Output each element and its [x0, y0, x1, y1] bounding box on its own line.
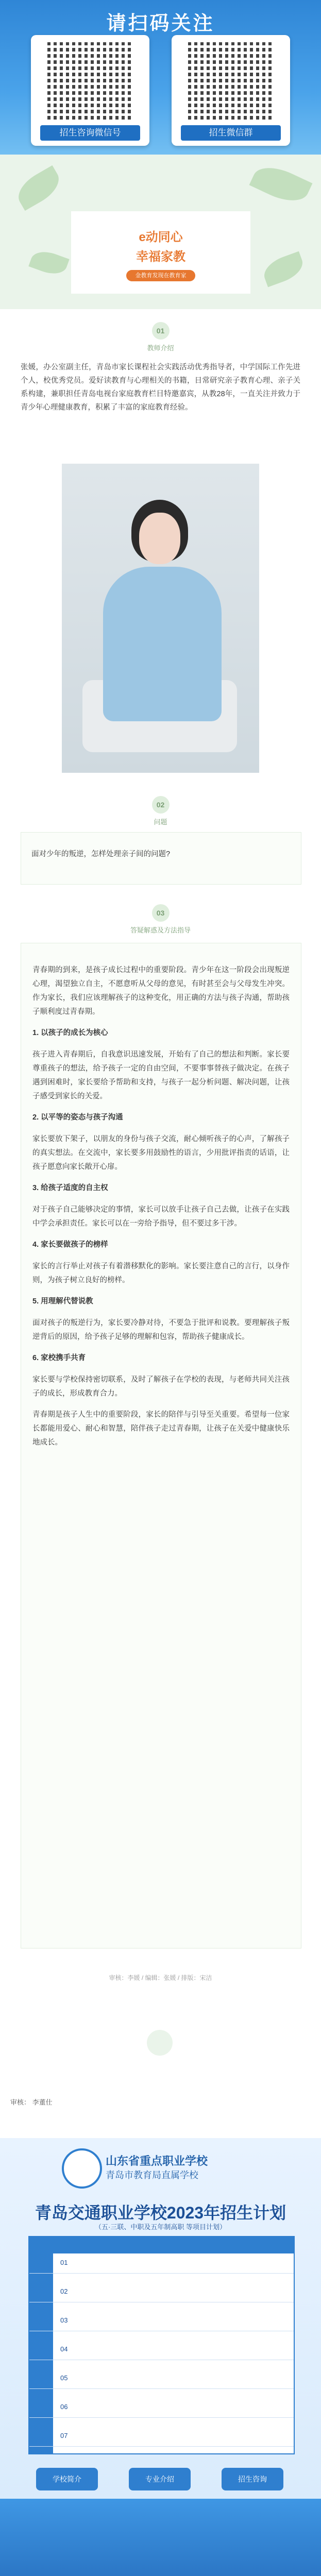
author-line: 审核：李媛 / 编辑：张媛 / 排版：宋洁 — [109, 1974, 212, 1981]
hero-line1: e动同心 — [139, 230, 183, 244]
table-row: 01 — [29, 2253, 294, 2274]
recruitment-poster — [0, 2138, 321, 2576]
qr-card-group[interactable] — [172, 35, 290, 146]
qr-label-wechat: 招生咨询微信号 — [40, 125, 140, 141]
banner-title: 请扫码关注 — [106, 13, 215, 35]
table-row: 04 — [29, 2340, 294, 2360]
school-line1: 山东省重点职业学校 — [106, 2155, 208, 2167]
section-header-01 — [0, 322, 321, 352]
cta-school-intro[interactable]: 学校简介 — [36, 2468, 98, 2490]
question-text: 面对少年的叛逆，怎样处理亲子间的问题? — [31, 850, 171, 858]
table-row: 05 — [29, 2369, 294, 2389]
answer-paragraph: 青春期是孩子人生中的重要阶段，家长的陪伴与引导至关重要。希望每一位家长都能用爱心、耐心和智慧，陪伴孩子走过青春期，让孩子在关爱中健康快乐地成长。 — [32, 1411, 290, 1447]
hero-pill: 金教育发现在教育家 — [126, 270, 195, 281]
section-number: 02 — [152, 796, 170, 814]
answer-paragraph: 家长要放下架子，以朋友的身份与孩子交流，耐心倾听孩子的心声，了解孩子的真实想法。在交流中，家长要多用鼓励性的语言，少用批评指责的话语，让孩子愿意向家长敞开心扉。 — [32, 1134, 290, 1171]
table-row: 07 — [29, 2427, 294, 2447]
answer-paragraph: 对于孩子自己能够决定的事情，家长可以放手让孩子自己去做，让孩子在实践中学会承担责任。家长可以在一旁给予指导，但不要过多干涉。 — [32, 1205, 290, 1228]
answer-box — [21, 943, 301, 1948]
teacher-intro: 张媛，办公室副主任，青岛市家长课程社会实践活动优秀指导者，中学国际工作先进个人，校优秀党员。爱好读教育与心理相关的书籍，日常研究亲子教育心理、亲子关系构建，兼职担任青岛电视台家庭教育栏目特邀嘉宾，从教28年，一直关注并致力于青少年心理健康教育，积累了丰富的家庭教育经验。 — [21, 363, 300, 412]
answer-heading: 1. 以孩子的成长为核心 — [32, 1029, 108, 1037]
hero-card — [71, 211, 250, 294]
leaf-decoration — [12, 165, 65, 211]
section-number: 03 — [152, 904, 170, 922]
qr-code-icon — [188, 42, 274, 120]
hero-header — [0, 155, 321, 309]
qr-label-group: 招生微信群 — [181, 125, 281, 141]
section-title: 问题 — [154, 818, 167, 826]
plan-table — [28, 2236, 295, 2454]
answer-heading: 4. 家长要做孩子的榜样 — [32, 1241, 108, 1249]
hero-line2: 幸福家教 — [136, 250, 185, 264]
answer-heading: 2. 以平等的姿态与孩子沟通 — [32, 1113, 123, 1122]
leaf-decoration — [28, 247, 69, 279]
section-header-03 — [0, 904, 321, 935]
answer-paragraph: 家长的言行举止对孩子有着潜移默化的影响。家长要注意自己的言行，以身作则，为孩子树立良好的榜样。 — [32, 1262, 290, 1284]
section-header-02 — [0, 796, 321, 826]
section-title: 答疑解惑及方法指导 — [130, 926, 191, 934]
leaf-decoration — [249, 159, 313, 209]
poster-bottom-band — [0, 2499, 321, 2576]
table-row: 02 — [29, 2282, 294, 2302]
school-line2: 青岛市教育局直属学校 — [106, 2170, 198, 2180]
qr-banner — [0, 0, 321, 155]
body-shape — [103, 567, 222, 721]
plan-table-header — [29, 2237, 294, 2253]
decor-logo-icon — [147, 2030, 173, 2056]
leaf-decoration — [260, 251, 307, 287]
answer-paragraph: 家长要与学校保持密切联系，及时了解孩子在学校的表现，与老师共同关注孩子的成长，形成教育合力。 — [32, 1375, 290, 1398]
answer-paragraph: 青春期的到来，是孩子成长过程中的重要阶段。青少年在这一阶段会出现叛逆心理，渴望独立自主，不愿意听从父母的意见，有时甚至会与父母发生冲突。作为家长，我们应该理解孩子的这种变化，用正确的方法与孩子沟通，帮助孩子顺利度过青春期。 — [32, 965, 290, 1016]
section-number: 01 — [152, 322, 170, 340]
poster-title: 青岛交通职业学校2023年招生计划 — [35, 2204, 286, 2222]
answer-paragraph: 孩子进入青春期后，自我意识迅速发展，开始有了自己的想法和判断。家长要尊重孩子的想法，给予孩子一定的自由空间，不要事事替孩子做决定。在孩子遇到困难时，家长要给予帮助和支持，与孩子一起分析问题、解决问题，让孩子感受到家长的关爱。 — [32, 1050, 290, 1100]
answer-heading: 3. 给孩子适度的自主权 — [32, 1184, 108, 1192]
editor-line: 审核： 李董仕 — [10, 2098, 53, 2106]
cta-enroll[interactable]: 招生咨询 — [222, 2468, 283, 2490]
cta-majors[interactable]: 专业介绍 — [129, 2468, 191, 2490]
section-title: 教师介绍 — [147, 344, 174, 352]
teacher-photo — [62, 464, 259, 773]
school-logo-icon — [62, 2148, 102, 2189]
answer-heading: 6. 家校携手共育 — [32, 1354, 86, 1362]
face-shape — [139, 513, 180, 564]
table-row: 06 — [29, 2398, 294, 2418]
answer-content — [21, 943, 301, 1470]
answer-paragraph: 面对孩子的叛逆行为，家长要冷静对待，不要急于批评和说教。要理解孩子叛逆背后的原因，给予孩子足够的理解和包容，帮助孩子健康成长。 — [32, 1318, 290, 1341]
question-box — [21, 832, 301, 885]
poster-subtitle: （五·三联、中职及五年制高职 等项目计划） — [95, 2223, 226, 2231]
qr-card-wechat[interactable] — [31, 35, 149, 146]
table-row: 03 — [29, 2311, 294, 2331]
qr-code-icon — [47, 42, 133, 120]
answer-heading: 5. 用理解代替说教 — [32, 1297, 93, 1306]
